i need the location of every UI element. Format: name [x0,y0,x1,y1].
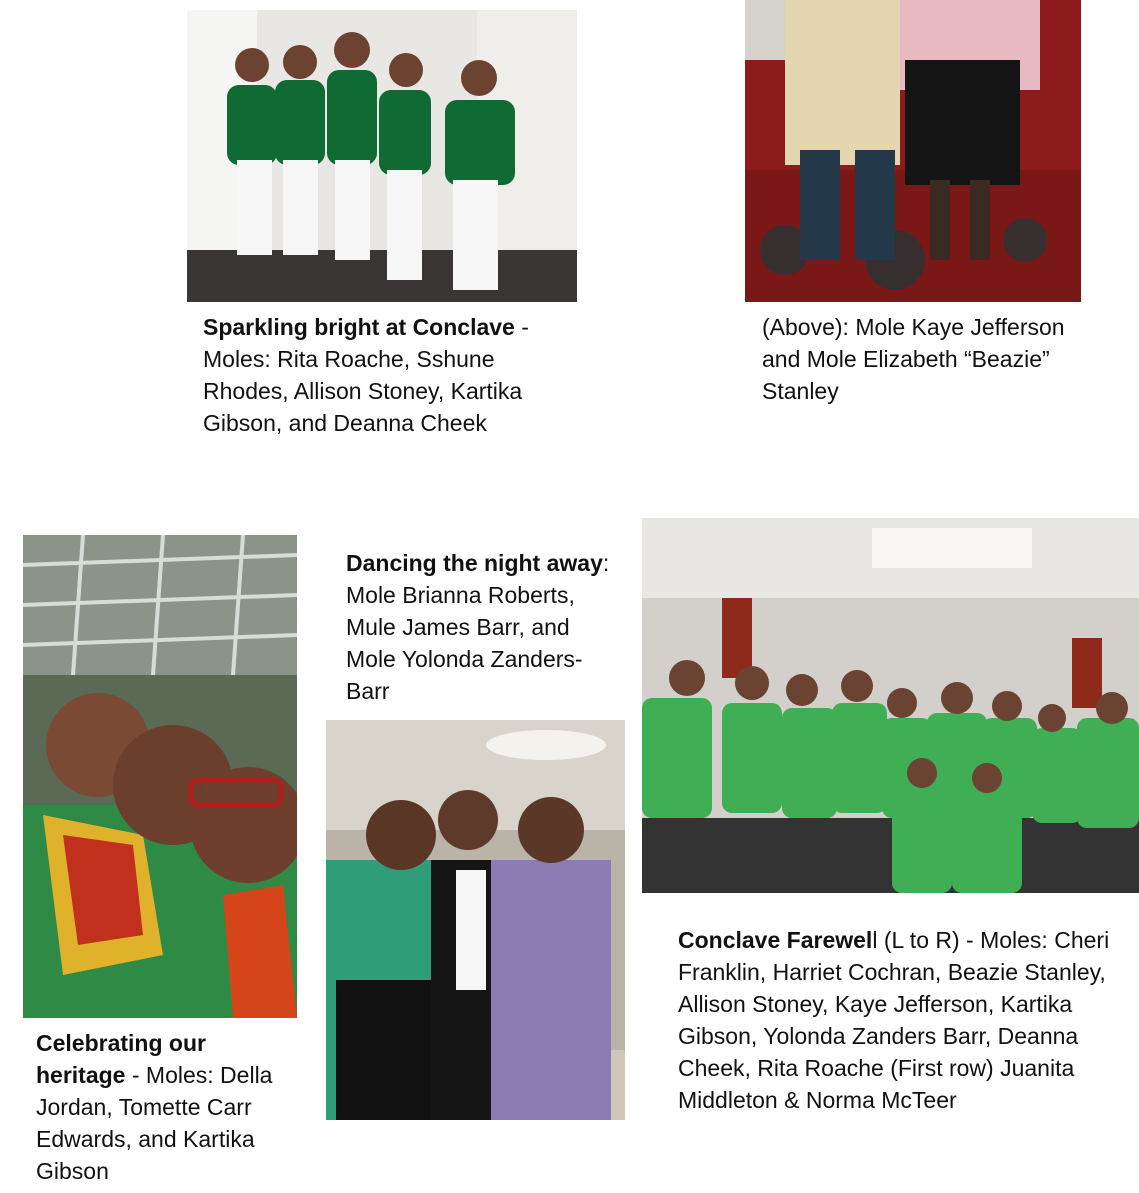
photo-sparkling-group [187,10,577,302]
caption-dancing [346,547,611,707]
photo-dancing-trio [326,720,625,1120]
photo-farewell-group [642,518,1139,893]
caption-above [762,311,1082,407]
photo-heritage-selfie [23,535,297,1018]
caption-sparkling-text: - Moles: Rita Roache, Sshune Rhodes, Allison Stoney, Kartika Gibson, and Deanna Cheek [203,314,529,436]
caption-sparkling-title: Sparkling bright at Conclave [203,314,515,340]
caption-above-text: (Above): Mole Kaye Jefferson and Mole Elizabeth “Beazie” Stanley [762,314,1065,404]
caption-farewell-text: l (L to R) - Moles: Cheri Franklin, Harriet Cochran, Beazie Stanley, Allison Stoney, Kaye Jefferson, Kartika Gibson, Yolonda Zanders Barr, Deanna Cheek, Rita Roache (First row) Juanita Middleton & Norma McTeer [678,927,1110,1113]
caption-sparkling [203,311,573,439]
caption-dancing-title: Dancing the night away [346,550,603,576]
caption-heritage [36,1027,301,1187]
caption-farewell [678,924,1133,1116]
caption-dancing-text: : Mole Brianna Roberts, Mule James Barr, and Mole Yolonda Zanders-Barr [346,550,610,704]
photo-carpet-pair [745,0,1081,302]
caption-heritage-text: - Moles: Della Jordan, Tomette Carr Edwards, and Kartika Gibson [36,1062,273,1184]
caption-farewell-title: Conclave Farewel [678,927,873,953]
caption-heritage-title: Celebrating our heritage [36,1030,206,1088]
